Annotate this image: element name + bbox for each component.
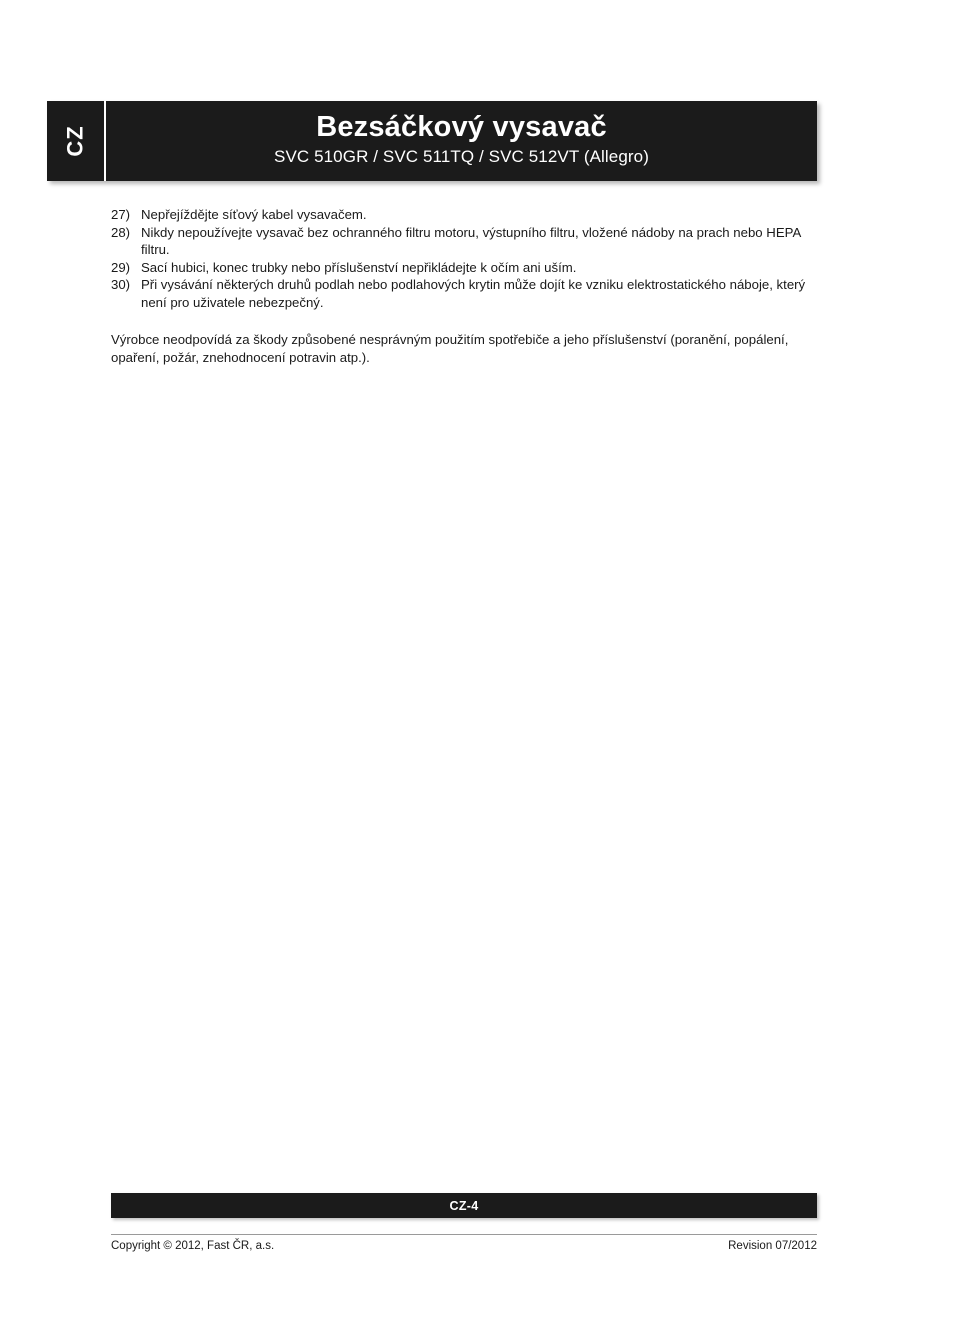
page-subtitle: SVC 510GR / SVC 511TQ / SVC 512VT (Allegro)	[274, 146, 649, 166]
language-tab	[47, 101, 106, 181]
list-item-number: 30)	[111, 277, 131, 292]
list-item-number: 29)	[111, 259, 131, 275]
list-item	[111, 224, 823, 259]
list-item-text: Při vysávání některých druhů podlah nebo podlahových krytin může dojít ke vzniku elektrostatického náboje, který není pro uživatele nebezpečný.	[141, 277, 806, 310]
disclaimer-paragraph: Výrobce neodpovídá za škody způsobené nesprávným použitím spotřebiče a jeho příslušenství (poranění, popálení, opaření, požár, znehodnocení potravin atp.).	[111, 332, 789, 365]
numbered-list	[111, 206, 823, 311]
footer-meta	[111, 1240, 817, 1252]
list-item	[111, 259, 823, 277]
header-titles	[106, 101, 817, 181]
language-tab-label: CZ	[62, 125, 88, 157]
list-item-number: 28)	[111, 224, 131, 240]
list-item-text: Sací hubici, konec trubky nebo příslušenství nepřikládejte k očím ani uším.	[141, 259, 577, 275]
list-item	[111, 276, 823, 311]
list-item-text: Nikdy nepoužívejte vysavač bez ochranného filtru motoru, výstupního filtru, vložené nádoby na prach nebo HEPA filtru.	[141, 224, 801, 257]
page-title: Bezsáčkový vysavač	[316, 110, 607, 143]
document-content	[111, 206, 823, 366]
list-item-text: Nepřejíždějte síťový kabel vysavačem.	[141, 207, 367, 222]
page-number-label: CZ-4	[449, 1198, 479, 1213]
page-number-bar	[111, 1193, 817, 1218]
footer-divider	[111, 1234, 817, 1235]
revision-text: Revision 07/2012	[728, 1240, 817, 1252]
list-item-number: 27)	[111, 207, 131, 222]
copyright-text: Copyright © 2012, Fast ČR, a.s.	[111, 1240, 275, 1252]
document-header	[47, 101, 817, 181]
list-item	[111, 206, 823, 224]
